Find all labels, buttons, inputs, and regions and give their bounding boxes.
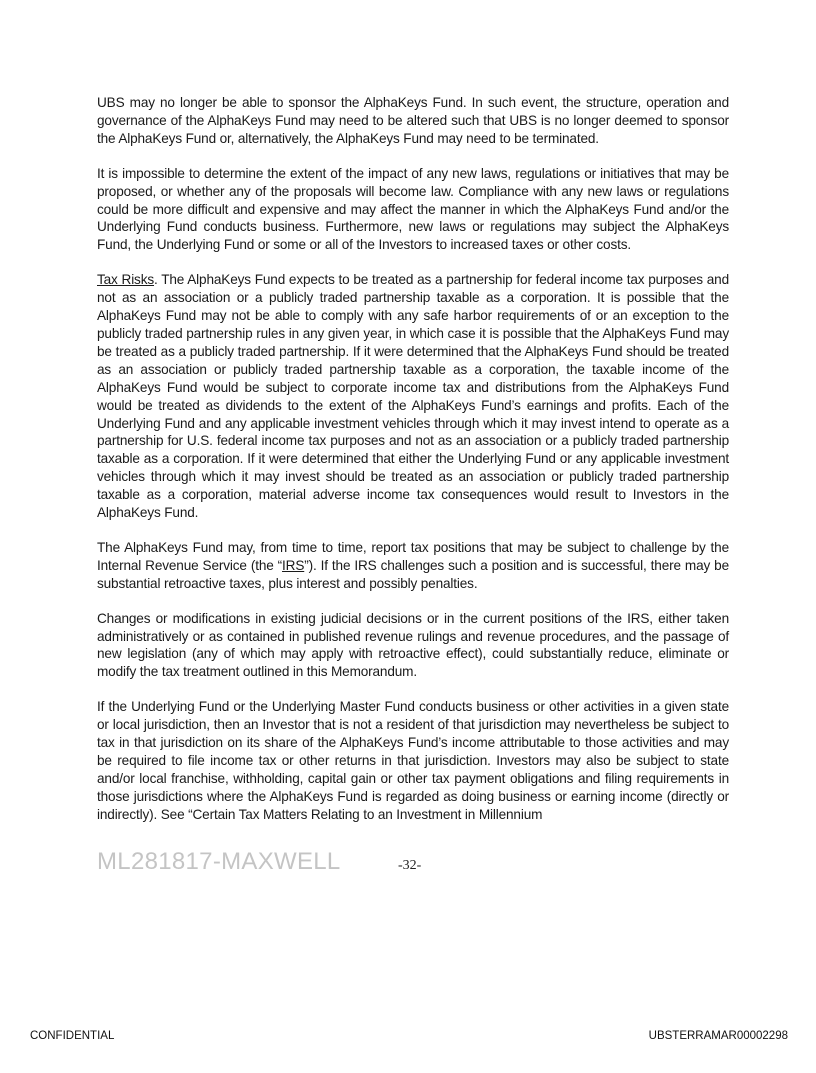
paragraph-text: . The AlphaKeys Fund expects to be treated as a partnership for federal income tax purposes and not as an association or a publicly traded partnership taxable as a corporation. It is possible that the AlphaKeys Fund may not be able to comply with any safe harbor requirements of or an exception to the publicly traded partnership rules in any given year, in which case it is possible that the AlphaKeys Fund may be treated as a publicly traded partnership. If it were determined that the AlphaKeys Fund should be treated as an association or publicly traded partnership taxable as a corporation, the taxable income of the AlphaKeys Fund would be subject to corporate income tax and distributions from the AlphaKeys Fund would be treated as dividends to the extent of the AlphaKeys Fund’s earnings and profits. Each of the Underlying Fund and any applicable investment vehicles through which it may invest intend to operate as a partnership for U.S. federal income tax purposes and not as an association or a publicly traded partnership taxable as a corporation. If it were determined that either the Underlying Fund or any applicable investment vehicles through which it may invest should be treated as an association or publicly traded partnership taxable as a corporation, material adverse income tax consequences would result to Investors in the AlphaKeys Fund.	[97, 272, 729, 521]
paragraph-text: ”). If the IRS challenges such a position and is successful, there may be substantial retroactive taxes, plus interest and possibly penalties.	[97, 557, 729, 591]
paragraph-tax-risks	[97, 271, 729, 522]
paragraph-irs-challenge	[97, 539, 729, 593]
defined-term-irs: IRS	[282, 557, 305, 573]
paragraph-ubs-sponsor: UBS may no longer be able to sponsor the AlphaKeys Fund. In such event, the structure, operation and governance of the AlphaKeys Fund may need to be altered such that UBS is no longer deemed to sponsor the AlphaKeys Fund or, alternatively, the AlphaKeys Fund may need to be terminated.	[97, 95, 729, 146]
page-number: -32-	[398, 858, 422, 873]
paragraph-text: The AlphaKeys Fund may, from time to time, report tax positions that may be subject to challenge by the Internal Revenue Service (the “	[97, 539, 729, 573]
bates-number: UBSTERRAMAR00002298	[648, 1030, 788, 1042]
document-body	[97, 94, 729, 841]
paragraph-state-local-tax: If the Underlying Fund or the Underlying Master Fund conducts business or other activities in a given state or local jurisdiction, then an Investor that is not a resident of that jurisdiction may nevertheless be subject to tax in that jurisdiction on its share of the AlphaKeys Fund’s income attributable to those activities and may be required to file income tax or other returns in that jurisdiction. Investors may also be subject to state and/or local franchise, withholding, capital gain or other tax payment obligations and filing requirements in those jurisdictions where the AlphaKeys Fund is regarded as doing business or earning income (directly or indirectly). See “Certain Tax Matters Relating to an Investment in Millennium	[97, 699, 729, 822]
section-heading-tax-risks: Tax Risks	[97, 272, 155, 288]
paragraph-changes-modifications: Changes or modifications in existing judicial decisions or in the current positions of the IRS, either taken administratively or as contained in published revenue rulings and revenue procedures, and the passage of new legislation (any of which may apply with retroactive effect), could substantially reduce, eliminate or modify the tax treatment outlined in this Memorandum.	[97, 610, 729, 680]
production-stamp: ML281817-MAXWELL	[97, 848, 341, 875]
confidential-label: CONFIDENTIAL	[30, 1030, 115, 1042]
paragraph-new-laws: It is impossible to determine the extent of the impact of any new laws, regulations or initiatives that may be proposed, or whether any of the proposals will become law. Compliance with any new laws or regulations could be more difficult and expensive and may affect the manner in which the AlphaKeys Fund and/or the Underlying Fund conducts business. Furthermore, new laws or regulations may subject the AlphaKeys Fund, the Underlying Fund or some or all of the Investors to increased taxes or other costs.	[97, 165, 729, 253]
